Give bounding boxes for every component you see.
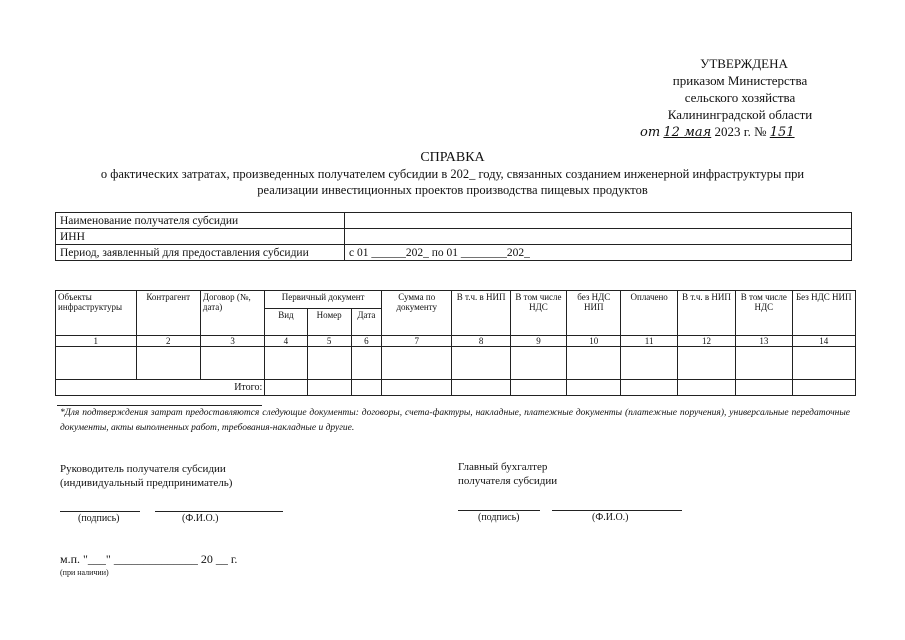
approval-date-prefix: от [640, 125, 661, 140]
table-header-row [56, 291, 856, 309]
table-row [56, 229, 852, 245]
header-contract: Договор (№, дата) [200, 291, 264, 336]
column-number: 4 [265, 336, 307, 347]
column-number: 8 [452, 336, 510, 347]
accountant-signature-title [458, 460, 557, 488]
table-cell [792, 347, 855, 380]
column-number: 14 [792, 336, 855, 347]
table-cell [677, 380, 735, 396]
accountant-signature-caption: (подпись) [478, 512, 520, 523]
column-number: 6 [351, 336, 381, 347]
table-cell [736, 380, 792, 396]
header-date: Дата [351, 309, 381, 336]
column-number: 13 [736, 336, 792, 347]
head-name-caption: (Ф.И.О.) [182, 513, 219, 524]
table-row [56, 347, 856, 380]
table-cell [382, 380, 452, 396]
stamp-note: (при наличии) [60, 568, 109, 577]
accountant-title-line2: получателя субсидии [458, 475, 558, 487]
table-cell [567, 380, 621, 396]
head-name-line [155, 511, 283, 512]
column-number: 5 [307, 336, 351, 347]
table-cell [136, 347, 200, 380]
approval-block [610, 55, 870, 141]
inn-value [345, 229, 852, 245]
column-number: 12 [677, 336, 735, 347]
header-paid: Оплачено [621, 291, 677, 336]
head-title-line1: Руководитель получателя субсидии [60, 463, 226, 475]
accountant-name-line [552, 510, 682, 511]
header-kind: Вид [265, 309, 307, 336]
total-row [56, 380, 856, 396]
header-contractor: Контрагент [136, 291, 200, 336]
table-cell [452, 380, 510, 396]
table-cell [265, 380, 307, 396]
table-cell [792, 380, 855, 396]
total-label: Итого: [56, 380, 265, 396]
approval-heading: УТВЕРЖДЕНА [700, 56, 788, 71]
column-number: 7 [382, 336, 452, 347]
column-numbers-row [56, 336, 856, 347]
recipient-name-label: Наименование получателя субсидии [56, 213, 345, 229]
column-number: 11 [621, 336, 677, 347]
approval-line-ministry: приказом Министерства [672, 73, 808, 88]
approval-number-handwritten: 151 [769, 125, 795, 140]
table-cell [621, 347, 677, 380]
inn-label: ИНН [56, 229, 345, 245]
head-signature-caption: (подпись) [78, 513, 120, 524]
header-paid-incl-vat: В том числе НДС [736, 291, 792, 336]
table-cell [736, 347, 792, 380]
table-cell [677, 347, 735, 380]
approval-date-handwritten: 12 мая [663, 125, 712, 140]
accountant-name-caption: (Ф.И.О.) [592, 512, 629, 523]
table-cell [382, 347, 452, 380]
table-cell [265, 347, 307, 380]
document-subtitle: о фактических затратах, произведенных получателем субсидии в 202_ году, связанных созданием инженерной инфраструктуры при реализации инвестиционных проектов производства пищевых продуктов [100, 167, 805, 197]
column-number: 10 [567, 336, 621, 347]
period-label: Период, заявленный для предоставления субсидии [56, 245, 345, 261]
column-number: 2 [136, 336, 200, 347]
column-number: 9 [510, 336, 566, 347]
footnote-text: *Для подтверждения затрат предоставляются следующие документы: договоры, счета-фактуры, накладные, платежные документы (платежные поручения), универсальные передаточные документы, акты выполненных работ, требования-накладные и другие. [60, 408, 850, 433]
expenses-table [55, 290, 856, 396]
header-incl-vat: В том числе НДС [510, 291, 566, 336]
head-title-line2: (индивидуальный предприниматель) [60, 477, 233, 489]
header-paid-without-vat-nip: Без НДС НИП [792, 291, 855, 336]
header-paid-incl-nip: В т.ч. в НИП [677, 291, 735, 336]
stamp-date-line: м.п. "___" ______________ 20 __ г. [60, 552, 238, 566]
table-cell [452, 347, 510, 380]
header-sum-doc: Сумма по документу [382, 291, 452, 336]
accountant-signature-line [458, 510, 540, 511]
accountant-title-line1: Главный бухгалтер [458, 461, 548, 473]
column-number: 1 [56, 336, 137, 347]
head-signature-line [60, 511, 140, 512]
approval-line-agriculture: сельского хозяйства [684, 90, 796, 105]
recipient-name-value [345, 213, 852, 229]
table-cell [56, 347, 137, 380]
table-cell [567, 347, 621, 380]
table-cell [351, 347, 381, 380]
table-cell [200, 347, 264, 380]
header-objects: Объекты инфраструктуры [56, 291, 137, 336]
approval-line-region: Калининградской области [667, 107, 813, 122]
table-cell [307, 380, 351, 396]
table-cell [307, 347, 351, 380]
table-row [56, 245, 852, 261]
document-title: СПРАВКА [420, 150, 485, 165]
table-cell [510, 347, 566, 380]
table-cell [351, 380, 381, 396]
approval-year: 2023 г. № [714, 124, 767, 139]
approval-order-line [640, 123, 870, 141]
header-primary-doc: Первичный документ [265, 291, 382, 309]
recipient-info-table [55, 212, 852, 261]
head-signature-title [60, 462, 232, 490]
header-number: Номер [307, 309, 351, 336]
column-number: 3 [200, 336, 264, 347]
header-without-vat-nip: без НДС НИП [567, 291, 621, 336]
table-row [56, 213, 852, 229]
table-cell [510, 380, 566, 396]
table-cell [621, 380, 677, 396]
period-value: с 01 ______202_ по 01 ________202_ [345, 245, 852, 261]
header-incl-nip: В т.ч. в НИП [452, 291, 510, 336]
